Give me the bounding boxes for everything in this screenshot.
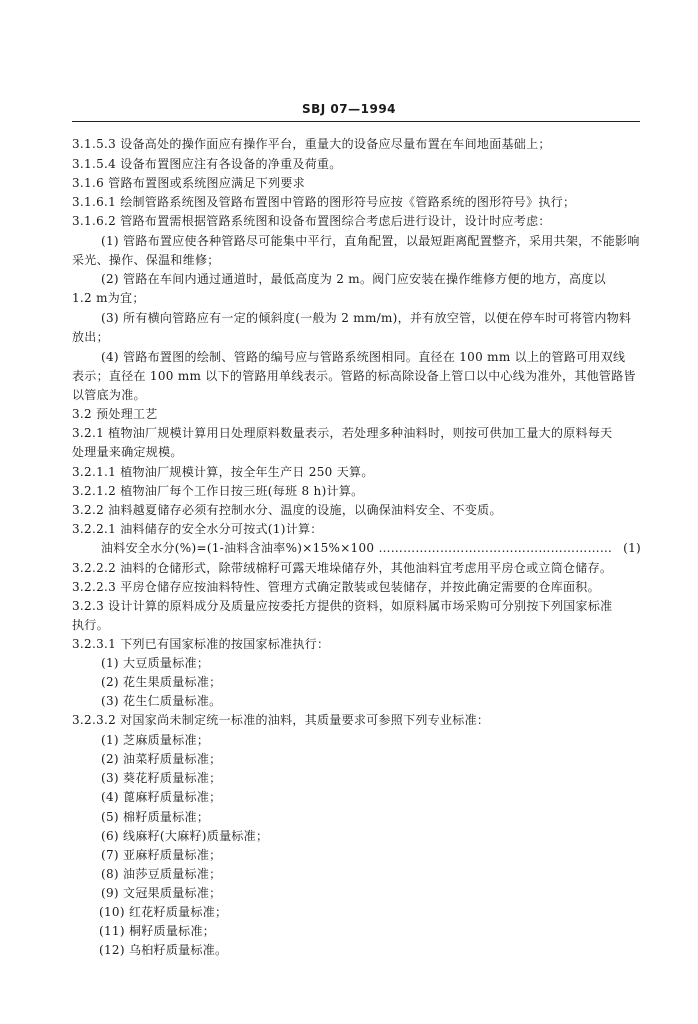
text-line: 1.2 m为宜； xyxy=(72,291,145,305)
text-line: (8) 油莎豆质量标准； xyxy=(101,867,222,881)
text-line: 3.1.6.1 绘制管路系统图及管路布置图中管路的图形符号应按《管路系统的图形符号》执行； xyxy=(72,195,576,209)
text-line: 3.2.3 设计计算的原料成分及质量应按委托方提供的资料，如原料属市场采购可分别按下列国家标准 xyxy=(72,599,613,613)
text-line: 执行。 xyxy=(72,618,109,632)
text-line: 3.1.5.3 设备高处的操作面应有操作平台，重量大的设备应尽量布置在车间地面基础上； xyxy=(72,137,551,151)
text-line: 表示；直径在 100 mm 以下的管路用单线表示。管路的标高除设备上管口以中心线为准外，其他管路皆 xyxy=(72,369,636,383)
text-line: (9) 文冠果质量标准； xyxy=(101,886,222,900)
text-line: 3.1.5.4 设备布置图应注有各设备的净重及荷重。 xyxy=(72,157,342,171)
text-line: 放出； xyxy=(72,330,109,344)
text-line: (3) 花生仁质量标准。 xyxy=(101,694,222,708)
text-line: (1) 管路布置应使各种管路尽可能集中平行，直角配置，以最短距离配置整齐，采用共架，不能影响 xyxy=(101,234,640,248)
text-line: (5) 棉籽质量标准； xyxy=(101,810,210,824)
text-line: 3.2.1.2 植物油厂每个工作日按三班(每班 8 h)计算。 xyxy=(72,484,364,498)
text-line: (4) 蓖麻籽质量标准； xyxy=(101,790,222,804)
text-line: 3.2.1.1 植物油厂规模计算，按全年生产日 250 天算。 xyxy=(72,465,374,479)
text-line: (3) 葵花籽质量标准； xyxy=(101,771,222,785)
formula-number: (1) xyxy=(623,541,641,555)
text-line: 3.1.6 管路布置图或系统图应满足下列要求 xyxy=(72,176,305,190)
text-line: 3.1.6.2 管路布置需根据管路系统图和设备布置图综合考虑后进行设计，设计时应考虑： xyxy=(72,214,551,228)
text-line: 3.2.3.1 下列已有国家标准的按国家标准执行： xyxy=(72,637,330,651)
text-line: 以管底为准。 xyxy=(72,388,146,402)
text-line: (2) 管路在车间内通过通道时，最低高度为 2 m。阀门应安装在操作维修方便的地方，高度以 xyxy=(101,272,606,286)
page-header: SBJ 07—1994 xyxy=(301,102,397,116)
text-line: 处理量来确定规模。 xyxy=(72,445,183,459)
text-line: 采光、操作、保温和维修； xyxy=(72,253,220,267)
text-line: 3.2 预处理工艺 xyxy=(72,407,158,421)
text-line: (12) 乌桕籽质量标准。 xyxy=(99,943,228,957)
formula-line xyxy=(101,541,641,555)
text-line: 3.2.1 植物油厂规模计算用日处理原料数量表示，若处理多种油料时，则按可供加工量大的原料每天 xyxy=(72,426,613,440)
text-line: (4) 管路布置图的绘制、管路的编号应与管路系统图相同。直径在 100 mm 以上的管路可用双线 xyxy=(101,350,626,364)
text-line: (1) 芝麻质量标准； xyxy=(101,733,210,747)
header-rule xyxy=(72,121,640,122)
text-line: (11) 桐籽质量标准； xyxy=(99,924,216,938)
text-line: (6) 线麻籽(大麻籽)质量标准； xyxy=(101,829,269,843)
text-line: 3.2.2.2 油料的仓储形式，除带绒棉籽可露天堆垛储存外，其他油料宜考虑用平房仓或立筒仓储存。 xyxy=(72,561,613,575)
text-line: 3.2.2.3 平房仓储存应按油料特性、管理方式确定散装或包装储存，并按此确定需要的仓库面积。 xyxy=(72,580,600,594)
text-line: (3) 所有横向管路应有一定的倾斜度(一般为 2 mm/m)，并有放空管，以便在停车时可将管内物料 xyxy=(101,311,632,325)
text-line: (10) 红花籽质量标准； xyxy=(99,905,228,919)
text-line: (7) 亚麻籽质量标准； xyxy=(101,848,222,862)
text-line: 3.2.2.1 油料储存的安全水分可按式(1)计算： xyxy=(72,522,323,536)
text-line: (2) 油菜籽质量标准； xyxy=(101,752,222,766)
text-line: (2) 花生果质量标准； xyxy=(101,675,222,689)
formula-text: 油料安全水分(%)=(1-油料含油率%)×15%×100 ………………………………………………… xyxy=(101,541,613,555)
text-line: 3.2.3.2 对国家尚未制定统一标准的油料，其质量要求可参照下列专业标准： xyxy=(72,713,490,727)
text-line: 3.2.2 油料越夏储存必须有控制水分、温度的设施，以确保油料安全、不变质。 xyxy=(72,503,502,517)
text-line: (1) 大豆质量标准； xyxy=(101,656,210,670)
